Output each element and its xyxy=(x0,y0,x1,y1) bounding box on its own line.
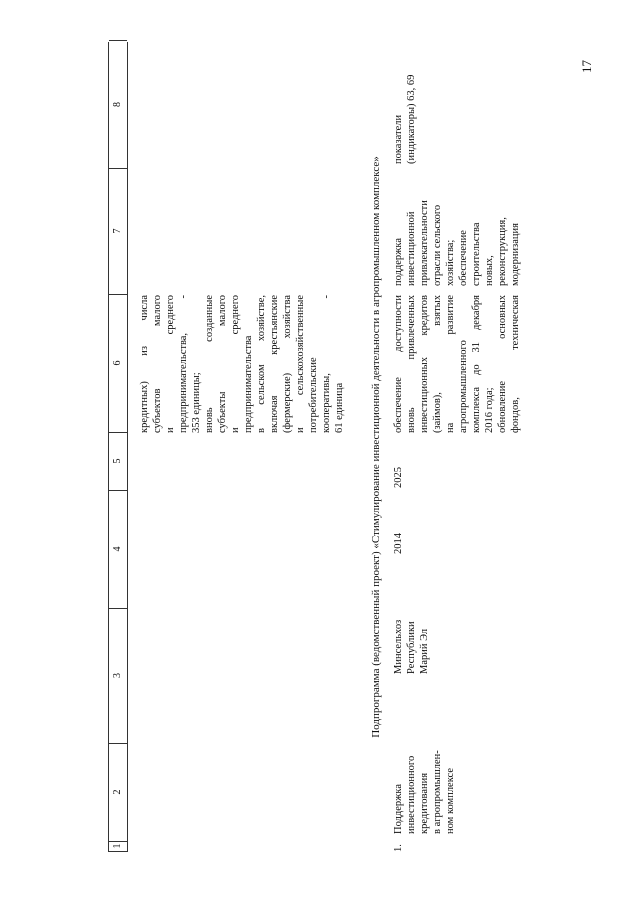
text-line: и сельскохозяйственные xyxy=(295,295,306,433)
text-line: 61 единица xyxy=(334,382,345,433)
text-line: хозяйства; xyxy=(445,239,456,286)
text-line: (индикаторы) 63, 69 xyxy=(406,74,417,164)
text-line: в агропромышлен- xyxy=(432,750,443,834)
text-line: кредитных) из числа xyxy=(139,295,150,433)
text-line: обновление основных xyxy=(497,295,508,433)
text-line: потребительские xyxy=(308,357,319,433)
colnum-1: 1 xyxy=(109,841,127,852)
row1-col5: 2025 xyxy=(393,467,404,488)
text-line: агропромышленного xyxy=(458,340,469,433)
colnum-2: 2 xyxy=(109,743,127,842)
text-line: поддержка xyxy=(393,237,404,286)
colnum-8: 8 xyxy=(109,40,127,169)
text-line: комплекса до 31 декабря xyxy=(471,295,482,433)
text-line: кооперативы, - xyxy=(321,295,332,433)
row1-number: 1. xyxy=(393,844,404,852)
text-line: (займов), взятых xyxy=(432,295,443,433)
column-number-row xyxy=(108,42,128,852)
text-line: вновь привлеченных xyxy=(406,295,417,433)
colnum-7: 7 xyxy=(109,168,127,295)
text-line: в сельском хозяйстве, xyxy=(256,295,267,433)
text-line: (фермерские) хозяйства xyxy=(282,295,293,433)
text-line: предпринимательства xyxy=(243,335,254,433)
row1-col3 xyxy=(392,602,431,674)
text-line: строительства xyxy=(471,222,482,286)
text-line: фондов, техническая xyxy=(510,295,521,433)
row1-col2 xyxy=(392,744,457,834)
text-line: новых, xyxy=(484,255,495,286)
text-line: субъектов малого xyxy=(152,295,163,433)
text-line: 2016 года; xyxy=(484,387,495,433)
text-line: на развитие xyxy=(445,295,456,433)
text-line: ном комплексе xyxy=(445,767,456,834)
text-line: привлекательности xyxy=(419,200,430,286)
rotated-table xyxy=(108,42,578,852)
colnum-5: 5 xyxy=(109,432,127,491)
text-line: Минсельхоз xyxy=(393,619,404,674)
text-line: включая крестьянские xyxy=(269,295,280,433)
row1-col7 xyxy=(392,172,522,286)
subprogram-title: Подпрограмма (ведомственный проект) «Стимулирование инвестиционной деятельности в агропромышленном комплексе» xyxy=(370,156,382,738)
text-line: Марий Эл xyxy=(419,628,430,674)
text-line: обеспечение xyxy=(458,230,469,286)
text-line: кредитования xyxy=(419,772,430,834)
colnum-3: 3 xyxy=(109,608,127,744)
text-line: Поддержка xyxy=(393,784,404,834)
row1-col4: 2014 xyxy=(393,533,404,554)
text-line: Республики xyxy=(406,621,417,674)
colnum-6: 6 xyxy=(109,294,127,433)
continued-row-col6 xyxy=(138,295,346,433)
text-line: и среднего xyxy=(230,295,241,433)
text-line: обеспечение доступности xyxy=(393,295,404,433)
text-line: инвестиционных кредитов xyxy=(419,295,430,433)
text-line: вновь созданные xyxy=(204,295,215,433)
text-line: предпринимательства, - xyxy=(178,295,189,433)
text-line: показатели xyxy=(393,114,404,164)
page-number: 17 xyxy=(579,60,594,73)
colnum-4: 4 xyxy=(109,490,127,609)
text-line: и среднего xyxy=(165,295,176,433)
text-line: отрасли сельского xyxy=(432,204,443,286)
text-line: реконструкция, xyxy=(497,217,508,286)
text-line: субъекты малого xyxy=(217,295,228,433)
text-line: инвестиционного xyxy=(406,755,417,834)
text-line: модернизация xyxy=(510,223,521,286)
text-line: 353 единицы; xyxy=(191,372,202,433)
text-line: инвестиционной xyxy=(406,211,417,286)
row1-col8 xyxy=(392,44,418,164)
row1-col6 xyxy=(392,295,522,433)
